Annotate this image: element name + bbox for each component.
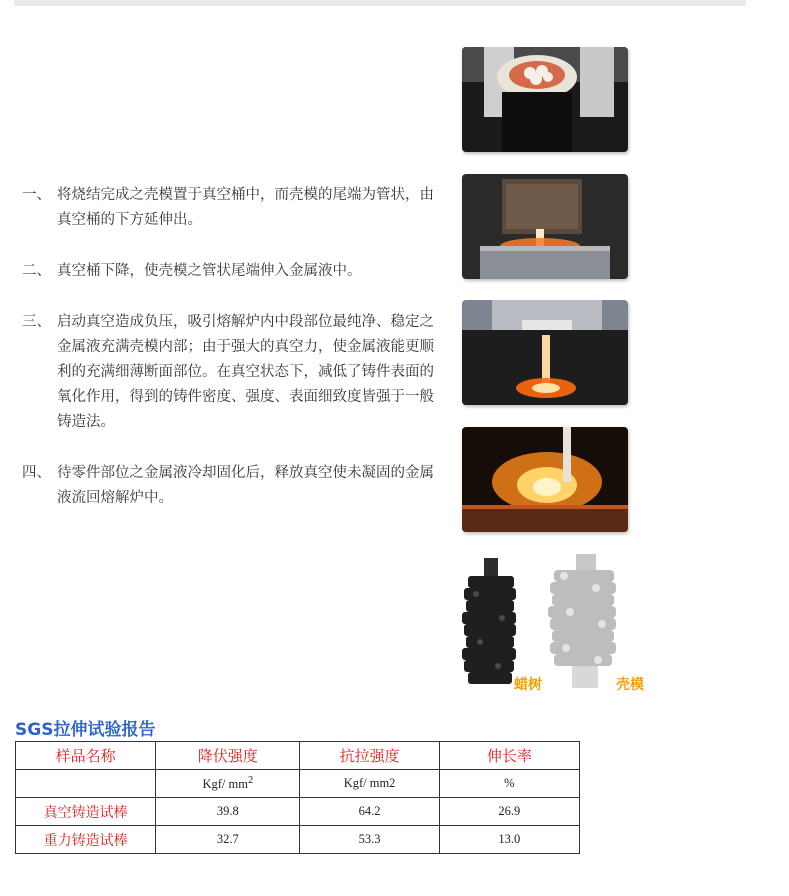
- step-number: 四、: [22, 465, 51, 481]
- photo-shell-in-vacuum-chamber: [462, 47, 628, 152]
- step-number: 三、: [22, 314, 51, 330]
- step-text: 将烧结完成之壳模置于真空桶中，而壳模的尾端为管状，由真空桶的下方延伸出。: [57, 187, 434, 228]
- photo-molten-metal-pour: [462, 427, 628, 532]
- step-4: [22, 461, 442, 511]
- step-text: 启动真空造成负压，吸引熔解炉内中段部位最纯净、稳定之金属液充满壳模内部；由于强大的真空力，使金属液能更顺利的充满细薄断面部位。在真空状态下，减低了铸件表面的氧化作用，得到的铸件密度、强度、表面细致度皆强于一般铸造法。: [57, 314, 434, 430]
- tensile-test-table: [15, 741, 580, 854]
- header-sample-name: 样品名称: [16, 742, 156, 770]
- step-2: [22, 259, 442, 284]
- unit-cell: %: [439, 770, 579, 798]
- wax-tree-and-shell-images: [446, 550, 666, 700]
- photo-vacuum-chamber-lowering: [462, 174, 628, 279]
- tensile-cell: 64.2: [300, 798, 439, 826]
- table-row: [16, 826, 580, 854]
- step-1: [22, 183, 442, 233]
- photo-vacuum-casting: [462, 300, 628, 405]
- sample-name-cell: 真空铸造试棒: [16, 798, 156, 826]
- unit-cell: Kgf/ mm2: [300, 770, 439, 798]
- table-units-row: [16, 770, 580, 798]
- unit-cell: [16, 770, 156, 798]
- step-3: [22, 310, 442, 435]
- header-elongation: 伸长率: [439, 742, 579, 770]
- sample-name-cell: 重力铸造试棒: [16, 826, 156, 854]
- header-yield-strength: 降伏强度: [156, 742, 300, 770]
- report-title: SGS拉伸试验报告: [15, 720, 156, 740]
- top-divider: [14, 0, 746, 6]
- step-text: 真空桶下降，使壳模之管状尾端伸入金属液中。: [57, 263, 362, 279]
- unit-text: Kgf/ mm: [202, 777, 248, 792]
- step-number: 二、: [22, 263, 51, 279]
- tensile-cell: 53.3: [300, 826, 439, 854]
- elongation-cell: 26.9: [439, 798, 579, 826]
- step-text: 待零件部位之金属液冷却固化后，释放真空使未凝固的金属液流回熔解炉中。: [57, 465, 434, 506]
- yield-cell: 32.7: [156, 826, 300, 854]
- unit-cell: [156, 770, 300, 798]
- elongation-cell: 13.0: [439, 826, 579, 854]
- table-row: [16, 798, 580, 826]
- table-header-row: [16, 742, 580, 770]
- unit-superscript: 2: [247, 774, 254, 786]
- process-steps: [22, 183, 442, 537]
- shell-label: 壳模: [616, 677, 644, 693]
- header-tensile-strength: 抗拉强度: [300, 742, 439, 770]
- yield-cell: 39.8: [156, 798, 300, 826]
- step-number: 一、: [22, 187, 51, 203]
- wax-tree-label: 蜡树: [514, 677, 542, 693]
